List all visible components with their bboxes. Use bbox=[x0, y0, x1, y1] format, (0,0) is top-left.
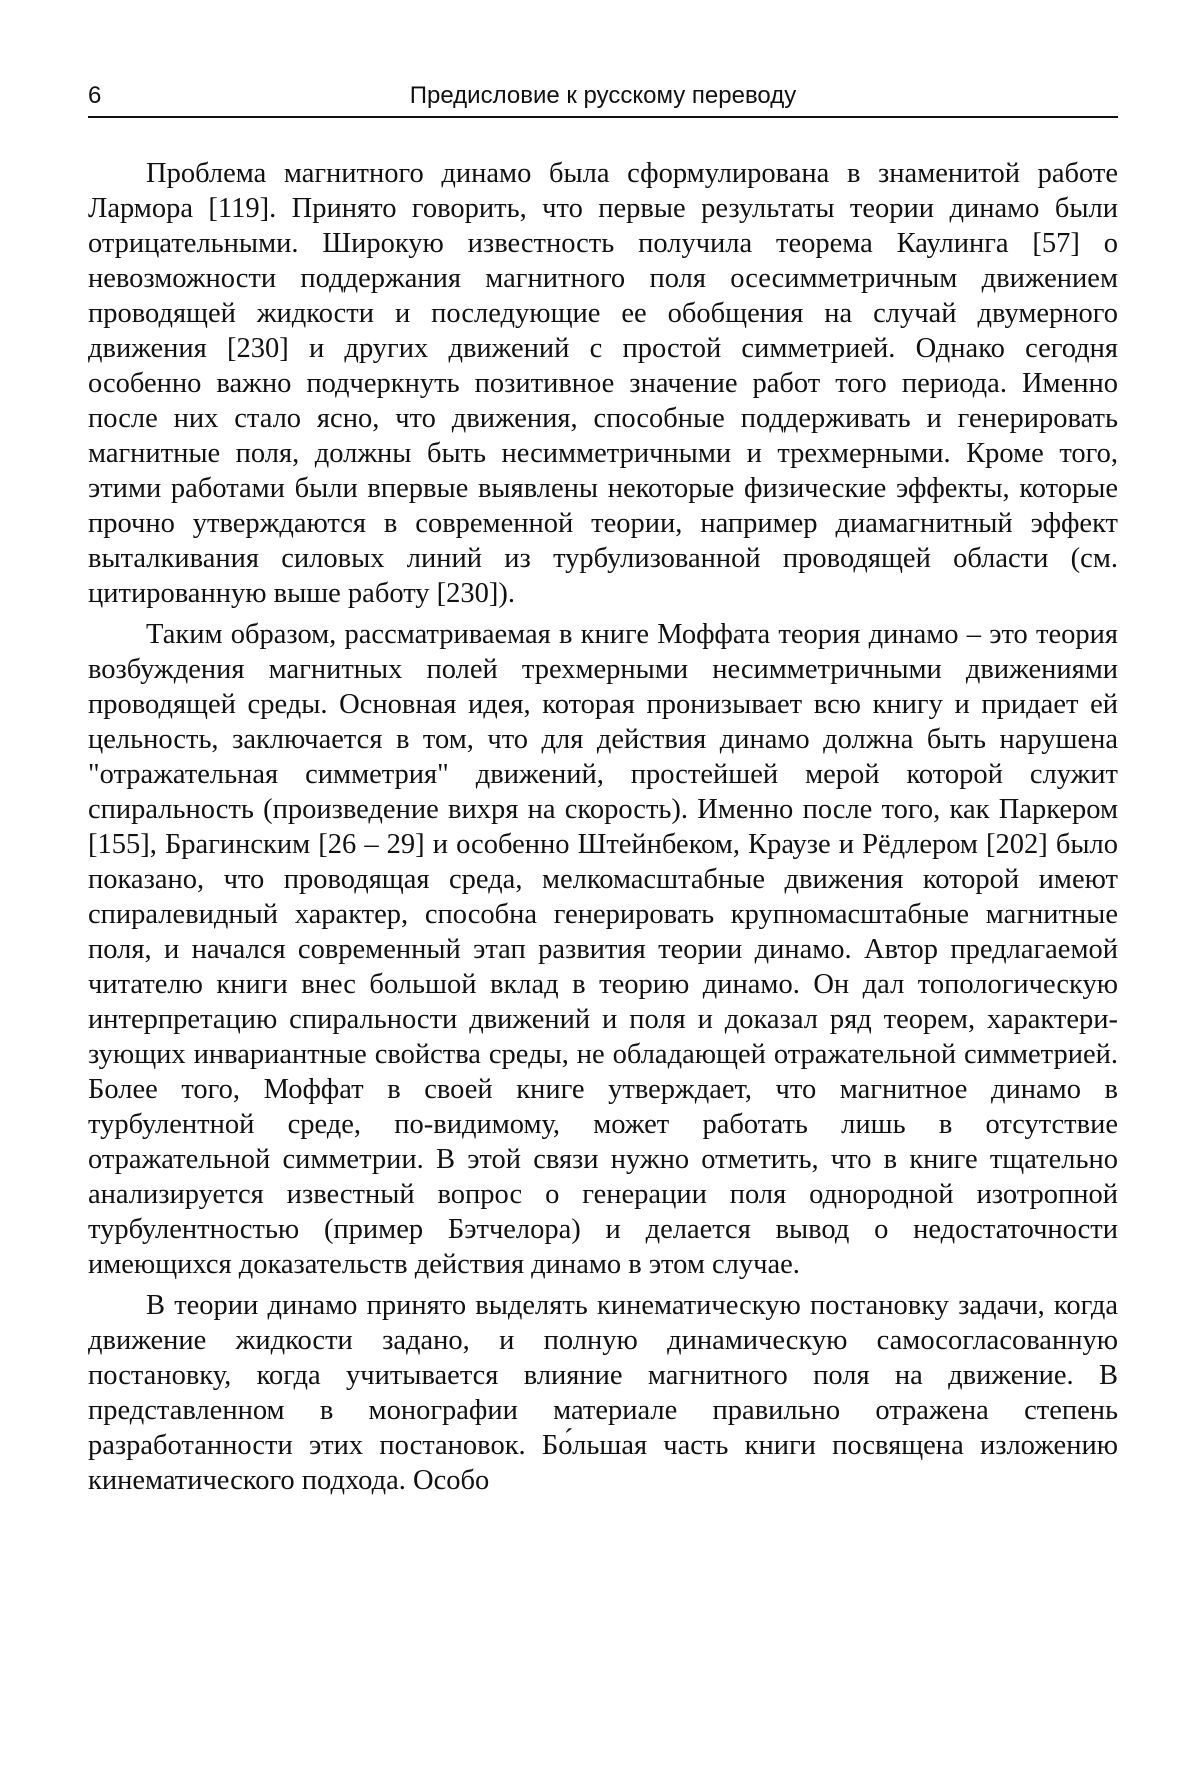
running-title: Предисловие к русскому переводу bbox=[409, 82, 797, 109]
paragraph-2: Таким образом, рассматриваемая в книге Моффата теория динамо – это теория возбуждения магнитных полей трехмерными несимметричными движениями проводящей среды. Основная идея, которая пронизывает всю книгу и придает ей цельность, заключается в том, что для действия динамо должна быть нарушена "отражательная симметрия" движений, простейшей мерой которой служит спиральность (произведение вихря на скорость). Именно после того, как Паркером [155], Брагинским [26 – 29] и особенно Штейнбеком, Краузе и Рёдлером [202] было показано, что проводящая среда, мелкомасштабные движения которой имеют спиралевидный характер, способна генерировать крупномасштабные магнитные поля, и начался современный этап развития теории динамо. Автор предлагаемой читателю книги внес большой вклад в теорию динамо. Он дал топологическую интерпретацию спиральности движений и поля и доказал ряд теорем, характеризующих инвариантные свойства среды, не обладающей отражательной симметрией. Более того, Моффат в своей книге утверждает, что магнитное динамо в турбулентной среде, по-видимому, может работать лишь в отсутствие отражательной симметрии. В этой связи нужно отметить, что в книге тщательно анализируется известный вопрос о генерации поля однородной изотропной турбулентностью (пример Бэтчелора) и делается вывод о недостаточности имеющихся доказательств действия динамо в этом случае. bbox=[88, 619, 1118, 1280]
page-number: 6 bbox=[88, 82, 102, 109]
paragraph-1: Проблема магнитного динамо была сформулирована в знаменитой работе Лармора [119]. Принято говорить, что первые результаты теории динамо были отрицательными. Широкую известность получила теорема Каулинга [57] о невозможности поддержания магнитного поля осесимметричным движением проводящей жидкости и последующие ее обобщения на случай двумерного движения [230] и других движений с простой симметрией. Однако сегодня особенно важно подчеркнуть позитивное значение работ того периода. Именно после них стало ясно, что движения, способные поддерживать и генерировать магнитные поля, должны быть несимметричными и трехмерными. Кроме того, этими работами были впервые выявлены некоторые физические эффекты, которые прочно утверждаются в современной теории, например диамагнитный эффект выталкивания силовых линий из турбулизованной проводящей области (см. цитированную выше работу [230]). bbox=[88, 158, 1118, 609]
book-page bbox=[88, 72, 1118, 1498]
running-head bbox=[88, 72, 1118, 118]
paragraph-3: В теории динамо принято выделять кинематическую постановку задачи, когда движение жидкости задано, и полную динамическую самосогласованную постановку, когда учитывается влияние магнитного поля на движение. В представленном в монографии материале правильно отражена степень разработанности этих постановок. Бо́льшая часть книги посвящена изложению кинематического подхода. Особо bbox=[88, 1290, 1118, 1496]
body-text bbox=[88, 156, 1118, 1498]
